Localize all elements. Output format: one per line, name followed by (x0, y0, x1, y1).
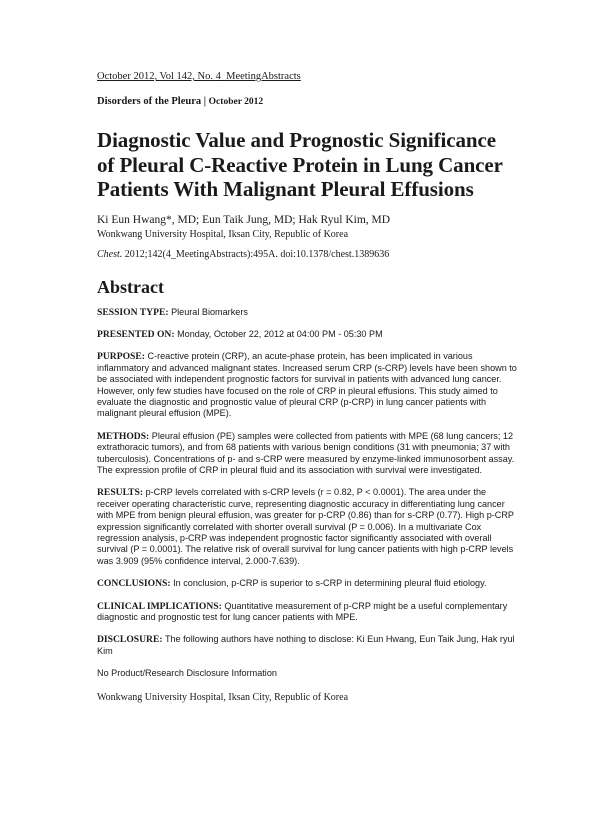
article-page (97, 70, 517, 704)
presented-on-paragraph (97, 329, 517, 340)
purpose-text: C-reactive protein (CRP), an acute-phase protein, has been implicated in various inflammatory and advanced malignant states. Increased serum CRP (s-CRP) levels have been shown to be associated with independent prognostic factors for survival in patients with advanced lung cancer. However, only few studies have focused on the role of CRP in pleural effusions. This study aimed to evaluate the diagnostic and prognostic value of pleural CRP (p-CRP) in lung cancer patients with malignant pleural effusion (MPE). (97, 351, 517, 419)
results-paragraph (97, 487, 517, 567)
conclusions-label: CONCLUSIONS: (97, 578, 171, 590)
author-list: Ki Eun Hwang*, MD; Eun Taik Jung, MD; Hak Ryul Kim, MD (97, 213, 391, 226)
presented-on-text: Monday, October 22, 2012 at 04:00 PM - 05:30 PM (174, 328, 383, 339)
author-affiliation: Wonkwang University Hospital, Iksan City, Republic of Korea (97, 228, 349, 240)
results-label: RESULTS: (97, 487, 144, 499)
methods-paragraph (97, 431, 517, 477)
conclusions-paragraph (97, 578, 517, 589)
methods-text: Pleural effusion (PE) samples were collected from patients with MPE (68 lung cancers; 12 extrathoracic tumors), and from 68 patients with various benign conditions (31 with pneumonia; 37 with tuberculosis). Concentrations of p- and s-CRP were measured by enzyme-linked immunosorbent assay. The expression profile of CRP in pleural fluid and its association with survival were investigated. (97, 430, 515, 475)
citation (97, 248, 517, 261)
results-text: p-CRP levels correlated with s-CRP levels (r = 0.82, P < 0.0001). The area under the receiver operating characteristic curve, representing diagnostic accuracy in differentiating lung cancer with MPE from benign pleural effusion, was greater for p-CRP (0.86) than for s-CRP (0.77). High p-CRP expression significantly correlated with shorter overall survival (P = 0.006). In a multivariate Cox regression analysis, p-CRP was independent prognostic factor significantly associated with overall survival (P = 0.0001). The relative risk of overall survival for lung cancer patients with high p-CRP levels was 3.909 (95% confidence interval, 2.000-7.639). (97, 487, 514, 566)
section-date: October 2012 (208, 97, 264, 107)
methods-label: METHODS: (97, 430, 150, 442)
section-line (97, 95, 517, 109)
citation-journal: Chest. (97, 248, 123, 260)
disclosure-label: DISCLOSURE: (97, 634, 163, 646)
section-separator: | (201, 96, 209, 107)
footer-affiliation: Wonkwang University Hospital, Iksan City, Republic of Korea (97, 691, 349, 703)
disclosure-text: The following authors have nothing to disclose: Ki Eun Hwang, Eun Taik Jung, Hak ryul Kim (97, 634, 515, 656)
purpose-paragraph (97, 351, 517, 419)
purpose-label: PURPOSE: (97, 351, 145, 363)
section-name[interactable]: Disorders of the Pleura (97, 96, 202, 107)
clinical-implications-paragraph (97, 601, 517, 624)
journal-issue-link[interactable]: October 2012, Vol 142, No. 4_MeetingAbstracts (97, 71, 301, 82)
presented-on-label: PRESENTED ON: (97, 328, 175, 340)
abstract-heading: Abstract (97, 276, 164, 297)
disclosure-paragraph (97, 634, 517, 657)
article-title: Diagnostic Value and Prognostic Significance of Pleural C-Reactive Protein in Lung Cancer Patients With Malignant Pleural Effusions (97, 128, 503, 201)
no-product-disclosure: No Product/Research Disclosure Information (97, 668, 277, 679)
session-type-label: SESSION TYPE: (97, 306, 169, 318)
clinical-implications-text: Quantitative measurement of p-CRP might be a useful complementary diagnostic and prognostic test for lung cancer patients with MPE. (97, 600, 508, 623)
session-type-text: Pleural Biomarkers (168, 306, 248, 317)
conclusions-text: In conclusion, p-CRP is superior to s-CRP in determining pleural fluid etiology. (170, 578, 487, 589)
citation-details: 2012;142(4_MeetingAbstracts):495A. doi:10.1378/chest.1389636 (122, 248, 390, 260)
clinical-implications-label: CLINICAL IMPLICATIONS: (97, 600, 222, 612)
session-type-paragraph (97, 307, 517, 318)
